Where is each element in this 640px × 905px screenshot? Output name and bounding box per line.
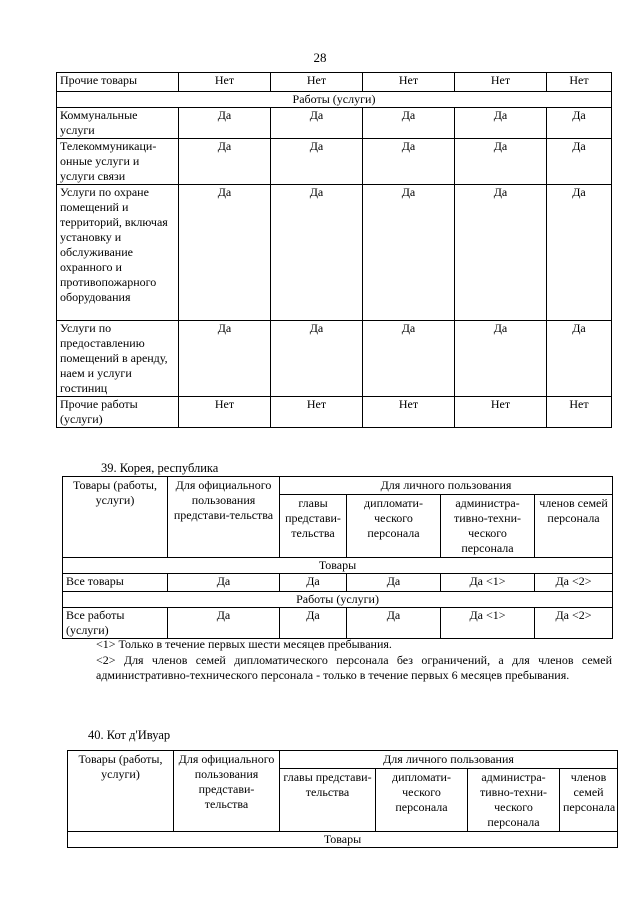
cell-value: Да: [179, 185, 271, 321]
section-row: [57, 92, 612, 108]
cell-value: Нет: [179, 73, 271, 92]
cell-value: Да: [363, 139, 455, 185]
cell-value: Нет: [455, 73, 547, 92]
section-row: [63, 558, 613, 574]
cell-value: Да: [179, 321, 271, 397]
row-label: Услуги по предоставлению помещений в аренду, наем и услуги гостиниц: [57, 321, 179, 397]
korea-table: [62, 476, 613, 639]
table-row: [57, 73, 612, 92]
table-row: [57, 108, 612, 139]
section-row: [63, 592, 613, 608]
header-official: Для официального пользования представи-тельства: [174, 751, 280, 832]
cell-value: Да: [168, 574, 280, 592]
header-goods: Товары (работы, услуги): [68, 751, 174, 832]
row-label: Все товары: [63, 574, 168, 592]
header-family: членов семей персонала: [535, 495, 613, 558]
header-head: главы представи-тельства: [280, 769, 376, 832]
cell-value: Да: [347, 574, 441, 592]
row-label: Услуги по охране помещений и территорий, включая установку и обслуживание охранного и противопожарного оборудования: [57, 185, 179, 321]
table-row: [63, 574, 613, 592]
header-official: Для официального пользования представи-тельства: [168, 477, 280, 558]
header-goods: Товары (работы, услуги): [63, 477, 168, 558]
row-label: Телекоммуникаци-онные услуги и услуги связи: [57, 139, 179, 185]
cell-value: Да: [547, 139, 612, 185]
header-head: главы представи-тельства: [280, 495, 347, 558]
row-label: Прочие товары: [57, 73, 179, 92]
section-row: [68, 832, 618, 848]
cell-value: Да: [547, 108, 612, 139]
cell-value: Да: [455, 139, 547, 185]
row-label: Прочие работы (услуги): [57, 397, 179, 428]
footnote-2: <2> Для членов семей дипломатического персонала без ограничений, а для членов семей административно-технического персонала - только в течение первых 6 месяцев пребывания.: [96, 653, 612, 682]
cell-value: Нет: [455, 397, 547, 428]
cell-value: Да: [271, 108, 363, 139]
services-table: [56, 72, 612, 428]
cell-value: Нет: [547, 73, 612, 92]
row-label: Коммунальные услуги: [57, 108, 179, 139]
cell-value: Да: [280, 574, 347, 592]
section-header: Товары: [68, 832, 618, 848]
header-personal: Для личного пользования: [280, 477, 613, 495]
cell-value: Да <2>: [535, 608, 613, 639]
cell-value: Да: [168, 608, 280, 639]
header-admin: администра-тивно-техни-ческого персонала: [468, 769, 560, 832]
table-row: [57, 321, 612, 397]
cell-value: Нет: [271, 397, 363, 428]
header-personal: Для личного пользования: [280, 751, 618, 769]
section-title-cote: 40. Кот д'Ивуар: [88, 728, 171, 742]
cell-value: Да: [363, 185, 455, 321]
cell-value: Да: [271, 185, 363, 321]
cell-value: Да: [179, 108, 271, 139]
header-row: [63, 477, 613, 495]
table-row: [63, 608, 613, 639]
cell-value: Да: [363, 321, 455, 397]
cell-value: Да: [280, 608, 347, 639]
cell-value: Нет: [179, 397, 271, 428]
cote-table: [67, 750, 618, 848]
header-admin: администра-тивно-техни-ческого персонала: [441, 495, 535, 558]
cell-value: Да: [547, 321, 612, 397]
row-label: Все работы (услуги): [63, 608, 168, 639]
cell-value: Да: [179, 139, 271, 185]
section-header: Работы (услуги): [63, 592, 613, 608]
table-row: [57, 397, 612, 428]
cell-value: Нет: [547, 397, 612, 428]
cell-value: Да <1>: [441, 574, 535, 592]
header-diplomatic: дипломати-ческого персонала: [376, 769, 468, 832]
cell-value: Нет: [271, 73, 363, 92]
cell-value: Нет: [363, 397, 455, 428]
cell-value: Да: [271, 139, 363, 185]
cell-value: Да: [455, 321, 547, 397]
section-header: Работы (услуги): [57, 92, 612, 108]
table-row: [57, 185, 612, 321]
cell-value: Да: [455, 108, 547, 139]
cell-value: Да: [271, 321, 363, 397]
cell-value: Да: [455, 185, 547, 321]
cell-value: Да <1>: [441, 608, 535, 639]
cell-value: Да: [347, 608, 441, 639]
header-row: [68, 751, 618, 769]
section-title-korea: 39. Корея, республика: [101, 461, 219, 475]
cell-value: Да: [363, 108, 455, 139]
header-diplomatic: дипломати-ческого персонала: [347, 495, 441, 558]
cell-value: Да <2>: [535, 574, 613, 592]
page-number: 28: [313, 50, 327, 65]
table-row: [57, 139, 612, 185]
cell-value: Нет: [363, 73, 455, 92]
cell-value: Да: [547, 185, 612, 321]
footnote-1: <1> Только в течение первых шести месяцев пребывания.: [96, 637, 392, 651]
section-header: Товары: [63, 558, 613, 574]
header-family: членов семей персонала: [560, 769, 618, 832]
